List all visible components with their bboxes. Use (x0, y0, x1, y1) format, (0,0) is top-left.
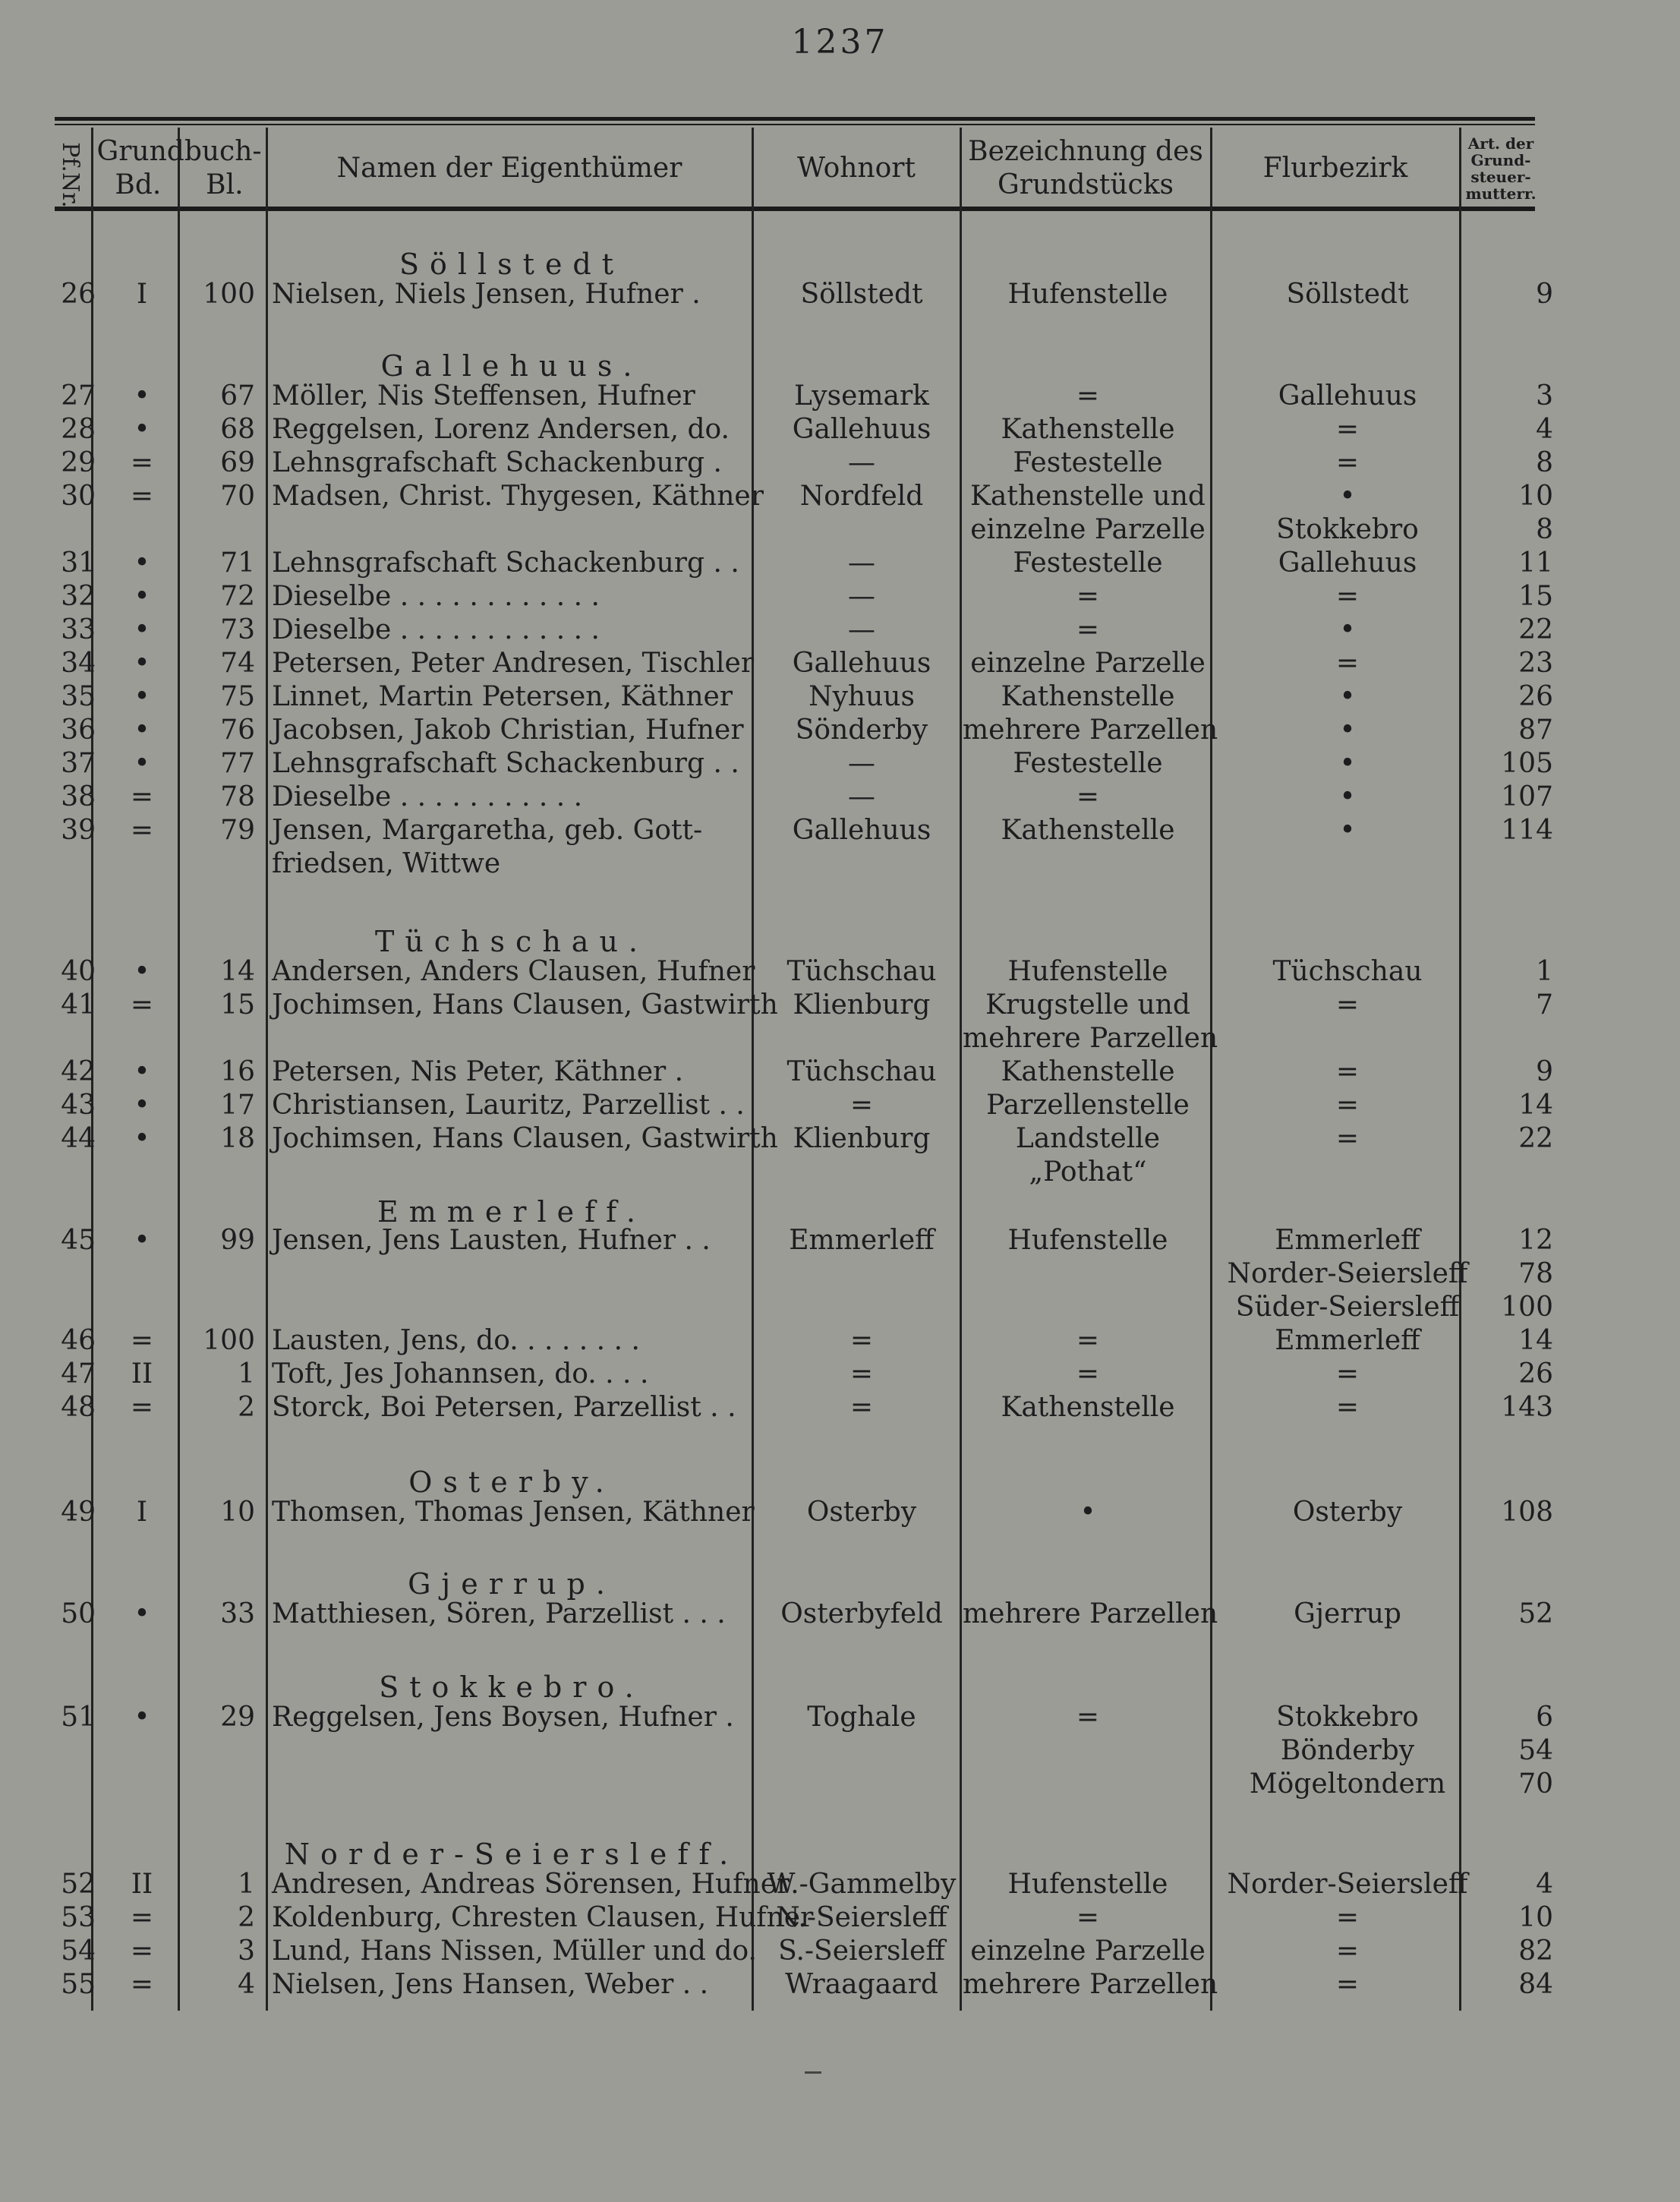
row-bez-cell: = (1076, 1325, 1100, 1356)
row-bl-cell: 67 (220, 380, 255, 412)
row-bez-cell: Kathenstelle und (970, 481, 1206, 512)
row-wohnort-cell: N.-Seiersleff (776, 1902, 947, 1933)
row-bd-cell: = (130, 989, 154, 1021)
row-bd-cell: = (130, 815, 154, 846)
section-title: Emmerleff. (377, 1195, 646, 1229)
header-nr: Pf.Nr. (56, 141, 84, 208)
row-flur-cell: • (1339, 748, 1356, 779)
row-art-cell: 12 (1518, 1225, 1553, 1256)
row-art-cell: 84 (1518, 1969, 1553, 2000)
row-bez-cell: Hufenstelle (1007, 1869, 1168, 1900)
row-bez-cell: • (1080, 1497, 1096, 1528)
row-wohnort-cell: — (848, 614, 875, 645)
row-bd-cell: II (131, 1869, 153, 1900)
header-wohnort: Wohnort (797, 153, 916, 184)
row-art-cell: 14 (1518, 1325, 1553, 1356)
row-bd-cell: • (134, 1123, 150, 1154)
section-title: Tüchschau. (374, 925, 649, 958)
row-wohnort-cell: Wraagaard (785, 1969, 938, 2000)
row-wohnort-cell: Sönderby (795, 715, 928, 746)
row-wohnort-cell: Klienburg (793, 1123, 931, 1154)
row-bez-cell: Festestelle (1013, 447, 1163, 478)
section-title: Gjerrup. (408, 1567, 616, 1601)
row-bd-cell: II (131, 1358, 153, 1390)
row-bl-cell: 4 (238, 1969, 255, 2000)
row-flur-cell: Stokkebro (1276, 1702, 1419, 1733)
row-nr-cell: 32 (61, 581, 96, 612)
row-nr-cell: 37 (61, 748, 96, 779)
row-nr-cell: 46 (61, 1325, 96, 1356)
header-art-4: mutterr. (1465, 185, 1537, 203)
row-nr-cell: 27 (61, 380, 96, 412)
row-bez-cell: mehrere Parzellen (963, 1023, 1218, 1054)
row-nr-cell: 50 (61, 1598, 96, 1629)
row-bl-cell: 70 (220, 481, 255, 512)
row-name-cell: Jochimsen, Hans Clausen, Gastwirth (272, 989, 778, 1021)
row-wohnort-cell: — (848, 581, 875, 612)
row-art-cell: 54 (1518, 1735, 1553, 1766)
section-title: Stokkebro. (379, 1670, 645, 1704)
row-art-cell: 8 (1536, 447, 1553, 478)
row-art-cell: 9 (1536, 1056, 1553, 1087)
row-bez-cell: = (1076, 614, 1100, 645)
row-bl-cell: 16 (220, 1056, 255, 1087)
row-bez-cell: Krugstelle und (985, 989, 1190, 1021)
row-wohnort-cell: Gallehuus (792, 414, 931, 445)
row-nr-cell: 30 (61, 481, 96, 512)
row-name-cell: Madsen, Christ. Thygesen, Käthner (272, 481, 764, 512)
row-name-cell: Jochimsen, Hans Clausen, Gastwirth (272, 1123, 778, 1154)
row-flur-cell: = (1335, 447, 1360, 478)
row-nr-cell: 29 (61, 447, 96, 478)
row-flur-cell: • (1339, 481, 1356, 512)
row-bl-cell: 99 (220, 1225, 255, 1256)
footer-mark (805, 2071, 821, 2074)
row-bd-cell: = (130, 1969, 154, 2000)
row-name-cell: Nielsen, Jens Hansen, Weber . . (272, 1969, 709, 2000)
row-bd-cell: = (130, 1325, 154, 1356)
row-nr-cell: 51 (61, 1702, 96, 1733)
row-flur-cell: = (1335, 1056, 1360, 1087)
row-nr-cell: 28 (61, 414, 96, 445)
row-bl-cell: 10 (220, 1497, 255, 1528)
row-flur-cell: Mögeltondern (1249, 1768, 1446, 1800)
row-nr-cell: 45 (61, 1225, 96, 1256)
row-name-cell: Reggelsen, Lorenz Andersen, do. (272, 414, 730, 445)
row-flur-cell: Süder-Seiersleff (1235, 1292, 1460, 1323)
row-art-cell: 105 (1501, 748, 1553, 779)
row-flur-cell: • (1339, 715, 1356, 746)
row-art-cell: 82 (1518, 1935, 1553, 1967)
row-flur-cell: • (1339, 614, 1356, 645)
row-nr-cell: 55 (61, 1969, 96, 2000)
section-title: Söllstedt (399, 248, 625, 281)
row-name-cell: Jensen, Margaretha, geb. Gott- (272, 815, 703, 846)
row-bd-cell: = (130, 447, 154, 478)
row-wohnort-cell: Emmerleff (789, 1225, 935, 1256)
row-art-cell: 1 (1536, 956, 1553, 987)
row-nr-cell: 42 (61, 1056, 96, 1087)
header-art-2: Grund- (1470, 151, 1531, 169)
row-nr-cell: 47 (61, 1358, 96, 1390)
row-bez-cell: Hufenstelle (1007, 956, 1168, 987)
row-flur-cell: • (1339, 781, 1356, 812)
row-name-cell: Matthiesen, Sören, Parzellist . . . (272, 1598, 726, 1629)
row-art-cell: 15 (1518, 581, 1553, 612)
row-bl-cell: 2 (238, 1902, 255, 1933)
page-number: 1237 (791, 23, 889, 62)
row-name-cell: Toft, Jes Johannsen, do. . . . (272, 1358, 649, 1390)
row-nr-cell: 26 (61, 279, 96, 310)
row-art-cell: 8 (1536, 514, 1553, 545)
row-name-cell: Möller, Nis Steffensen, Hufner (272, 380, 695, 412)
row-art-cell: 11 (1518, 547, 1553, 579)
row-flur-cell: = (1335, 989, 1360, 1021)
row-bez-cell: Festestelle (1013, 748, 1163, 779)
row-flur-cell: Emmerleff (1275, 1225, 1420, 1256)
row-art-cell: 6 (1536, 1702, 1553, 1733)
row-art-cell: 87 (1518, 715, 1553, 746)
header-bl: Bl. (206, 169, 244, 200)
row-flur-cell: = (1335, 1902, 1360, 1933)
row-flur-cell: Tüchschau (1272, 956, 1423, 987)
row-name-cell: Reggelsen, Jens Boysen, Hufner . (272, 1702, 734, 1733)
row-name-cell: Andresen, Andreas Sörensen, Hufner (272, 1869, 790, 1900)
row-bl-cell: 71 (220, 547, 255, 579)
row-bd-cell: = (130, 781, 154, 812)
header-grundbuch-label: Grundbuch- (96, 136, 262, 167)
row-nr-cell: 54 (61, 1935, 96, 1967)
row-art-cell: 14 (1518, 1090, 1553, 1121)
row-bez-cell: „Pothat“ (1029, 1156, 1147, 1188)
row-flur-cell: Gallehuus (1278, 547, 1417, 579)
row-wohnort-cell: — (848, 447, 875, 478)
row-bl-cell: 100 (203, 279, 255, 310)
row-nr-cell: 39 (61, 815, 96, 846)
row-nr-cell: 53 (61, 1902, 96, 1933)
row-art-cell: 10 (1518, 1902, 1553, 1933)
row-bd-cell: • (134, 581, 150, 612)
row-nr-cell: 41 (61, 989, 96, 1021)
row-name-cell: Petersen, Nis Peter, Käthner . (272, 1056, 684, 1087)
row-flur-cell: Osterby (1292, 1497, 1403, 1528)
row-bl-cell: 17 (220, 1090, 255, 1121)
row-bez-cell: Kathenstelle (1001, 681, 1175, 712)
row-name-cell: Thomsen, Thomas Jensen, Käthner (272, 1497, 755, 1528)
section-title: Osterby. (408, 1465, 615, 1499)
row-name-cell: Dieselbe . . . . . . . . . . . (272, 781, 583, 812)
row-bl-cell: 1 (238, 1869, 255, 1900)
row-art-cell: 4 (1536, 414, 1553, 445)
row-art-cell: 9 (1536, 279, 1553, 310)
row-bez-cell: einzelne Parzelle (970, 514, 1206, 545)
row-bl-cell: 73 (220, 614, 255, 645)
header-art-3: steuer- (1470, 168, 1531, 186)
row-art-cell: 100 (1501, 1292, 1553, 1323)
row-art-cell: 107 (1501, 781, 1553, 812)
row-bl-cell: 76 (220, 715, 255, 746)
row-art-cell: 114 (1501, 815, 1553, 846)
row-art-cell: 78 (1518, 1258, 1553, 1289)
row-bl-cell: 3 (238, 1935, 255, 1967)
row-nr-cell: 38 (61, 781, 96, 812)
row-bd-cell: = (130, 1392, 154, 1423)
row-bez-cell: einzelne Parzelle (970, 1935, 1206, 1967)
row-name-cell: Andersen, Anders Clausen, Hufner (272, 956, 755, 987)
row-nr-cell: 40 (61, 956, 96, 987)
row-art-cell: 23 (1518, 648, 1553, 679)
row-bd-cell: • (134, 414, 150, 445)
row-bez-cell: = (1076, 781, 1100, 812)
row-bez-cell: = (1076, 380, 1100, 412)
row-wohnort-cell: = (849, 1325, 874, 1356)
row-wohnort-cell: S.-Seiersleff (778, 1935, 945, 1967)
row-flur-cell: = (1335, 581, 1360, 612)
row-name-cell: Lehnsgrafschaft Schackenburg . . (272, 748, 739, 779)
row-bez-cell: mehrere Parzellen (963, 715, 1218, 746)
row-bez-cell: Kathenstelle (1001, 815, 1175, 846)
row-nr-cell: 44 (61, 1123, 96, 1154)
row-name-cell: Lehnsgrafschaft Schackenburg . . (272, 547, 739, 579)
row-flur-cell: Norder-Seiersleff (1227, 1258, 1468, 1289)
row-bd-cell: • (134, 547, 150, 579)
row-wohnort-cell: Toghale (807, 1702, 916, 1733)
row-flur-cell: = (1335, 1969, 1360, 2000)
row-bd-cell: = (130, 481, 154, 512)
row-bl-cell: 1 (238, 1358, 255, 1390)
row-flur-cell: = (1335, 1123, 1360, 1154)
row-wohnort-cell: Osterbyfeld (780, 1598, 943, 1629)
row-bl-cell: 33 (220, 1598, 255, 1629)
row-nr-cell: 52 (61, 1869, 96, 1900)
row-bl-cell: 69 (220, 447, 255, 478)
row-bl-cell: 29 (220, 1702, 255, 1733)
header-bezeichnung-2: Grundstücks (998, 169, 1174, 200)
row-flur-cell: Gallehuus (1278, 380, 1417, 412)
row-wohnort-cell: Klienburg (793, 989, 931, 1021)
row-bd-cell: • (134, 614, 150, 645)
row-nr-cell: 49 (61, 1497, 96, 1528)
row-bd-cell: I (136, 1497, 148, 1528)
row-wohnort-cell: — (848, 748, 875, 779)
row-bez-cell: = (1076, 1358, 1100, 1390)
row-bl-cell: 100 (203, 1325, 255, 1356)
row-wohnort-cell: Osterby (806, 1497, 917, 1528)
row-flur-cell: Stokkebro (1276, 514, 1419, 545)
row-bd-cell: • (134, 956, 150, 987)
row-wohnort-cell: = (849, 1358, 874, 1390)
row-wohnort-cell: Söllstedt (800, 279, 923, 310)
row-name-cell: Nielsen, Niels Jensen, Hufner . (272, 279, 701, 310)
row-bd-cell: • (134, 1225, 150, 1256)
row-bd-cell: • (134, 1702, 150, 1733)
row-name-cell: Christiansen, Lauritz, Parzellist . . (272, 1090, 745, 1121)
header-bd: Bd. (115, 169, 162, 200)
header-art-1: Art. der (1467, 134, 1534, 153)
row-bl-cell: 78 (220, 781, 255, 812)
section-title: Norder-Seiersleff. (284, 1838, 739, 1871)
row-art-cell: 4 (1536, 1869, 1553, 1900)
row-flur-cell: • (1339, 681, 1356, 712)
row-art-cell: 26 (1518, 681, 1553, 712)
row-flur-cell: Söllstedt (1286, 279, 1409, 310)
row-art-cell: 26 (1518, 1358, 1553, 1390)
row-name-cell: Storck, Boi Petersen, Parzellist . . (272, 1392, 736, 1423)
row-name-cell: Dieselbe . . . . . . . . . . . . (272, 614, 600, 645)
row-name-cell: Lehnsgrafschaft Schackenburg . (272, 447, 722, 478)
row-flur-cell: Bönderby (1280, 1735, 1415, 1766)
row-name-cell: Dieselbe . . . . . . . . . . . . (272, 581, 600, 612)
row-bd-cell: I (136, 279, 148, 310)
row-bl-cell: 68 (220, 414, 255, 445)
row-wohnort-cell: Nordfeld (799, 481, 924, 512)
row-bez-cell: Hufenstelle (1007, 279, 1168, 310)
header-namen: Namen der Eigenthümer (336, 153, 682, 184)
row-flur-cell: Norder-Seiersleff (1227, 1869, 1468, 1900)
row-bez-cell: mehrere Parzellen (963, 1969, 1218, 2000)
row-bez-cell: Festestelle (1013, 547, 1163, 579)
row-bd-cell: • (134, 1056, 150, 1087)
row-wohnort-cell: W.-Gammelby (767, 1869, 957, 1900)
row-bez-cell: Hufenstelle (1007, 1225, 1168, 1256)
row-nr-cell: 36 (61, 715, 96, 746)
row-art-cell: 143 (1501, 1392, 1553, 1423)
row-wohnort-cell: Lysemark (793, 380, 929, 412)
row-bl-cell: 72 (220, 581, 255, 612)
row-bl-cell: 2 (238, 1392, 255, 1423)
row-bez-cell: einzelne Parzelle (970, 648, 1206, 679)
row-wohnort-cell: — (848, 547, 875, 579)
row-wohnort-cell: Gallehuus (792, 648, 931, 679)
row-bez-cell: Parzellenstelle (986, 1090, 1190, 1121)
row-nr-cell: 48 (61, 1392, 96, 1423)
row-name-cell: Lund, Hans Nissen, Müller und do. (272, 1935, 757, 1967)
section-title: Gallehuus. (380, 349, 643, 383)
header-flurbezirk: Flurbezirk (1262, 153, 1408, 184)
row-wohnort-cell: = (849, 1090, 874, 1121)
row-wohnort-cell: = (849, 1392, 874, 1423)
row-bd-cell: = (130, 1902, 154, 1933)
row-nr-cell: 31 (61, 547, 96, 579)
row-name-cell: Jacobsen, Jakob Christian, Hufner (272, 715, 744, 746)
row-name-cell: Koldenburg, Chresten Clausen, Hufner (272, 1902, 814, 1933)
row-nr-cell: 35 (61, 681, 96, 712)
row-bd-cell: • (134, 1598, 150, 1629)
row-flur-cell: = (1335, 414, 1360, 445)
row-bl-cell: 79 (220, 815, 255, 846)
row-bl-cell: 15 (220, 989, 255, 1021)
row-bez-cell: Kathenstelle (1001, 1056, 1175, 1087)
header-bezeichnung-1: Bezeichnung des (968, 136, 1203, 167)
row-flur-cell: = (1335, 648, 1360, 679)
row-bez-cell: Kathenstelle (1001, 414, 1175, 445)
row-art-cell: 70 (1518, 1768, 1553, 1800)
row-bd-cell: • (134, 1090, 150, 1121)
row-bez-cell: = (1076, 1902, 1100, 1933)
row-art-cell: 52 (1518, 1598, 1553, 1629)
row-bd-cell: • (134, 648, 150, 679)
row-flur-cell: = (1335, 1358, 1360, 1390)
row-flur-cell: Gjerrup (1294, 1598, 1401, 1629)
row-bd-cell: = (130, 1935, 154, 1967)
row-art-cell: 7 (1536, 989, 1553, 1021)
row-bd-cell: • (134, 715, 150, 746)
row-bd-cell: • (134, 380, 150, 412)
row-art-cell: 22 (1518, 614, 1553, 645)
row-art-cell: 22 (1518, 1123, 1553, 1154)
row-bez-cell: = (1076, 1702, 1100, 1733)
row-bd-cell: • (134, 681, 150, 712)
row-art-cell: 108 (1501, 1497, 1553, 1528)
row-bez-cell: Landstelle (1015, 1123, 1161, 1154)
row-flur-cell: • (1339, 815, 1356, 846)
row-flur-cell: = (1335, 1935, 1360, 1967)
row-bl-cell: 75 (220, 681, 255, 712)
row-name-cell: friedsen, Wittwe (272, 848, 501, 879)
row-bl-cell: 14 (220, 956, 255, 987)
row-flur-cell: = (1335, 1090, 1360, 1121)
row-wohnort-cell: Gallehuus (792, 815, 931, 846)
row-art-cell: 3 (1536, 380, 1553, 412)
row-bl-cell: 18 (220, 1123, 255, 1154)
row-nr-cell: 34 (61, 648, 96, 679)
row-name-cell: Linnet, Martin Petersen, Käthner (272, 681, 733, 712)
row-name-cell: Petersen, Peter Andresen, Tischler (272, 648, 755, 679)
row-nr-cell: 33 (61, 614, 96, 645)
row-bd-cell: • (134, 748, 150, 779)
row-flur-cell: Emmerleff (1275, 1325, 1420, 1356)
row-bl-cell: 74 (220, 648, 255, 679)
row-wohnort-cell: Tüchschau (786, 956, 937, 987)
row-wohnort-cell: Tüchschau (786, 1056, 937, 1087)
row-name-cell: Jensen, Jens Lausten, Hufner . . (272, 1225, 711, 1256)
row-art-cell: 10 (1518, 481, 1553, 512)
row-wohnort-cell: Nyhuus (808, 681, 915, 712)
row-bez-cell: Kathenstelle (1001, 1392, 1175, 1423)
row-nr-cell: 43 (61, 1090, 96, 1121)
row-wohnort-cell: — (848, 781, 875, 812)
row-name-cell: Lausten, Jens, do. . . . . . . . (272, 1325, 640, 1356)
row-bl-cell: 77 (220, 748, 255, 779)
row-bez-cell: = (1076, 581, 1100, 612)
row-bez-cell: mehrere Parzellen (963, 1598, 1218, 1629)
row-flur-cell: = (1335, 1392, 1360, 1423)
